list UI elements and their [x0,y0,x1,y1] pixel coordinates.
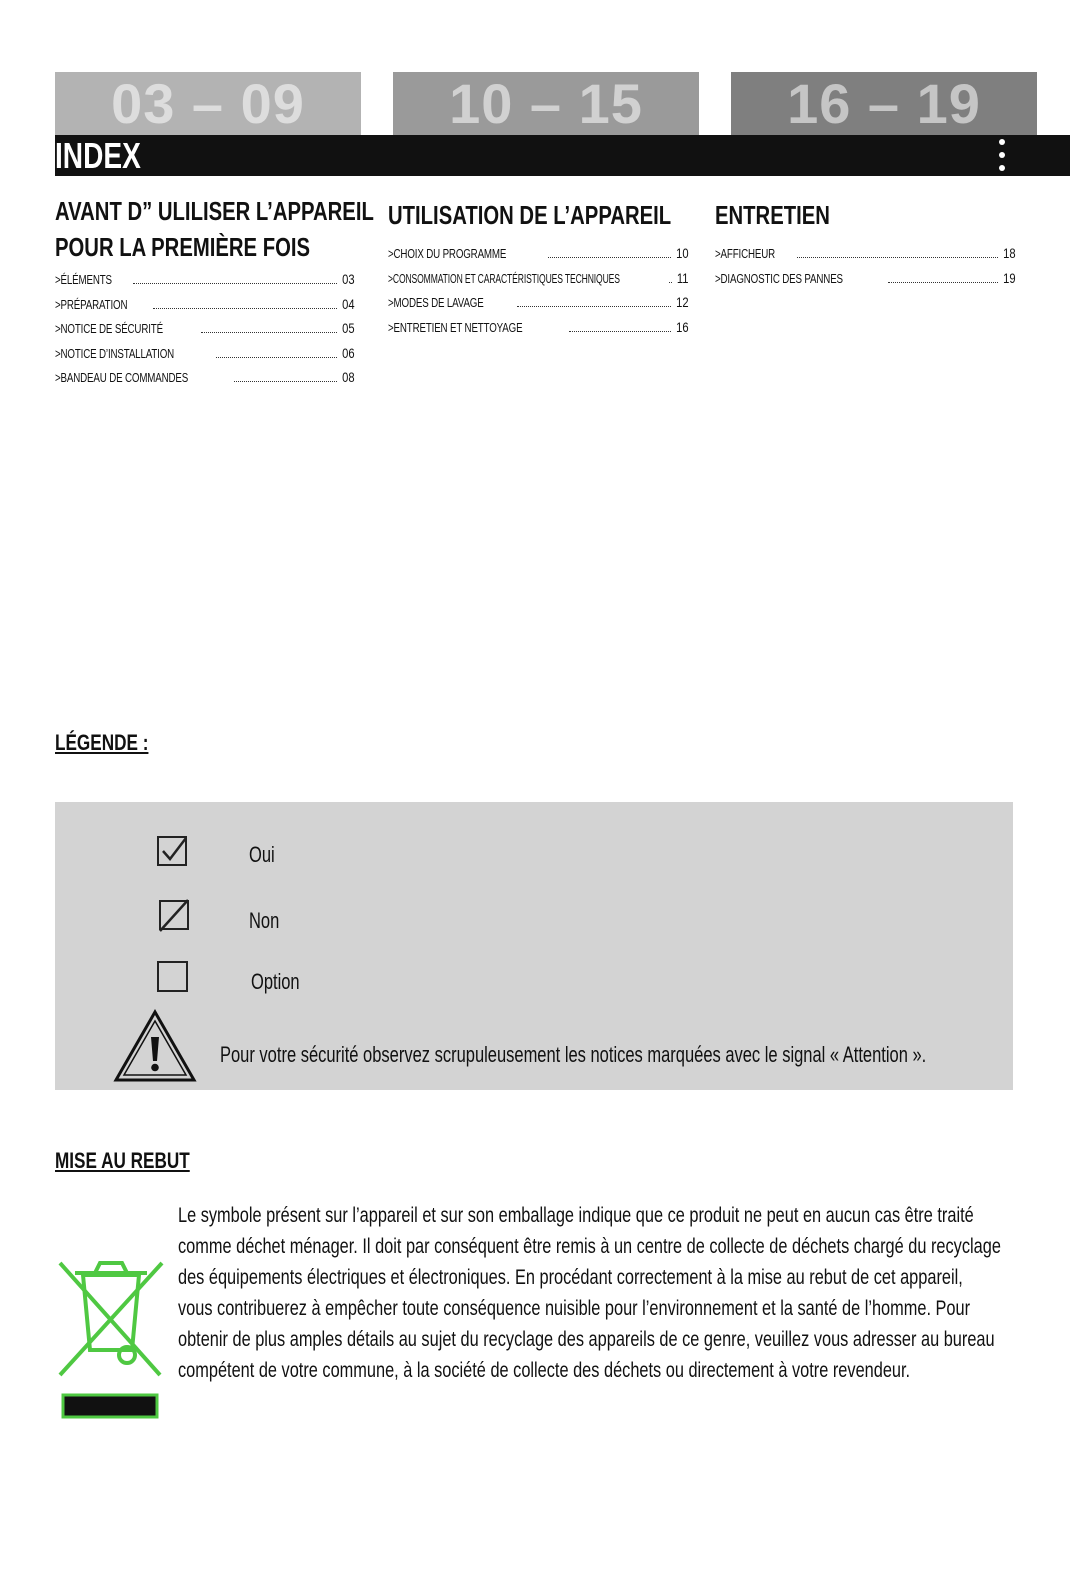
toc-entry-page: 10 [676,245,689,261]
tab-03-09: 03 – 09 [55,72,361,135]
toc-entry[interactable] [388,319,689,344]
toc-entry-page: 04 [342,295,355,312]
toc-entry[interactable] [388,245,689,270]
crossed-out-bin-icon [55,1255,167,1420]
empty-box-icon [156,960,190,994]
toc-entry-label: >NOTICE D’INSTALLATION [55,345,175,361]
column-heading: ENTRETIEN [715,200,830,230]
checked-box-icon [156,835,190,869]
toc-entry-page: 03 [342,271,355,287]
disposal-line: des équipements électriques et électroniques. En procédant correctement à la mise au rebut de cet appareil, [178,1265,963,1289]
toc-entry-page: 08 [342,369,355,385]
toc-entry-label: >CHOIX DU PROGRAMME [388,246,507,261]
toc-entry-page: 19 [1003,269,1016,286]
index-bar [55,135,1070,176]
toc-entry[interactable] [715,270,1016,295]
toc-entry[interactable] [55,296,355,321]
legend-text: Pour votre sécurité observez scrupuleusement les notices marquées avec le signal « Attention ». [220,1042,927,1067]
toc-entry-page: 12 [676,294,689,310]
toc-entry[interactable] [55,320,355,345]
legend-text: Non [249,908,280,933]
toc-entry[interactable] [715,245,1016,270]
index-column-maintenance [715,193,1016,294]
disposal-title: MISE AU REBUT [55,1148,190,1173]
tab-10-15: 10 – 15 [393,72,699,135]
column-heading: AVANT D” ULILISER L’APPAREIL [55,196,374,226]
legend-text: Oui [249,842,275,867]
toc-entry[interactable] [55,369,355,394]
legend-box [55,802,1013,1090]
warning-triangle-icon [113,1009,197,1083]
toc-entry[interactable] [55,271,355,296]
index-title: INDEX [55,135,141,176]
toc-entry-label: >MODES DE LAVAGE [388,295,484,310]
toc-entry-page: 16 [676,318,689,335]
toc-entry-page: 11 [677,269,689,286]
crossed-box-icon [156,897,192,933]
disposal-line: vous contribuerez à empêcher toute conséquence nuisible pour l’environnement et la santé de l’homme. Pour [178,1296,971,1320]
toc-entry-label: >AFFICHEUR [715,246,775,261]
disposal-line: compétent de votre commune, à la société de collecte des déchets ou directement à votre revendeur. [178,1358,911,1382]
toc-entry[interactable] [388,294,689,319]
toc-entry-page: 06 [342,344,355,361]
index-column-usage [388,193,689,343]
disposal-text [178,1200,1014,1386]
toc-entry-label: >BANDEAU DE COMMANDES [55,370,189,385]
legend-title: LÉGENDE : [55,730,149,755]
toc-entry-label: >ENTRETIEN ET NETTOYAGE [388,319,523,335]
disposal-line: comme déchet ménager. Il doit par conséquent être remis à un centre de collecte de déchets chargé du recyclage [178,1234,1001,1258]
toc-entry[interactable] [55,345,355,370]
tab-16-19: 16 – 19 [731,72,1037,135]
disposal-line: Le symbole présent sur l’appareil et sur son emballage indique que ce produit ne peut en aucun cas être traité [178,1203,974,1227]
toc-entry-label: >PRÉPARATION [55,296,128,312]
dots-icon [999,139,1005,171]
toc-entry-page: 05 [342,320,355,336]
toc-entry-label: >ÉLÉMENTS [55,272,112,287]
column-heading: POUR LA PREMIÈRE FOIS [55,232,311,262]
legend-text: Option [251,969,300,994]
toc-entry-label: >DIAGNOSTIC DES PANNES [715,270,843,286]
column-heading: UTILISATION DE L’APPAREIL [388,200,672,230]
toc-entry[interactable] [388,270,689,295]
index-column-before-use [55,193,374,394]
toc-entry-page: 18 [1003,245,1016,261]
toc-entry-label: >NOTICE DE SÉCURITÉ [55,321,163,336]
disposal-line: obtenir de plus amples détails au sujet du recyclage des appareils de ce genre, veuillez vous adresser au bureau [178,1327,995,1351]
toc-entry-label: >CONSOMMATION ET CARACTÉRISTIQUES TECHNIQUES [388,270,620,286]
